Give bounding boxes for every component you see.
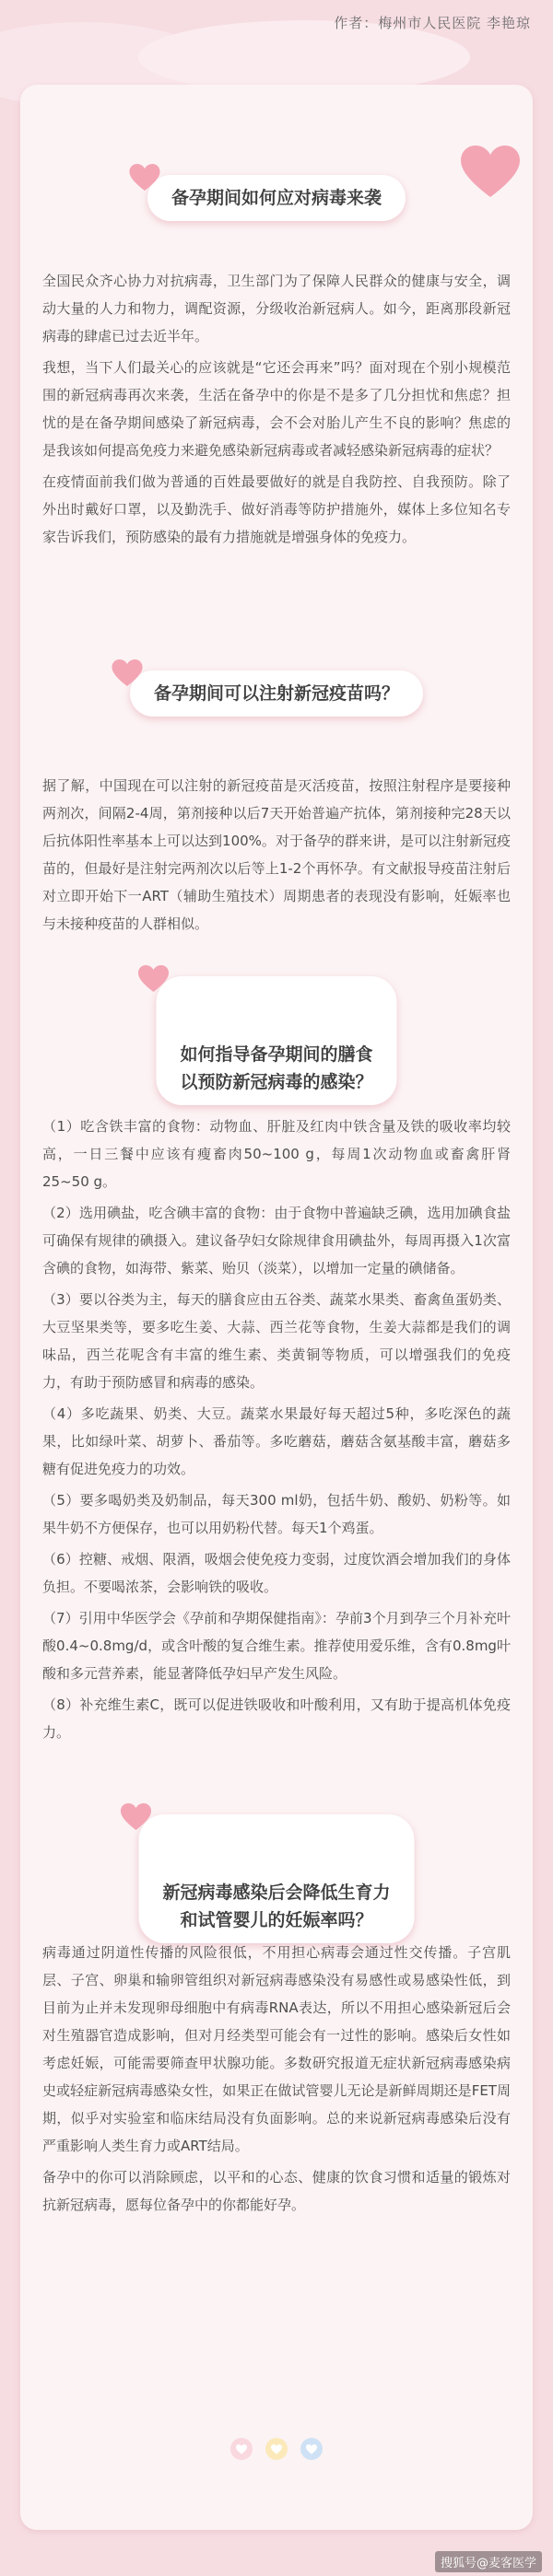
author-line: 作者：梅州市人民医院 李艳琼 bbox=[334, 15, 531, 31]
heart-icon bbox=[129, 164, 160, 192]
bottom-decoration bbox=[230, 2438, 323, 2460]
section-title-1 bbox=[147, 175, 406, 221]
paragraph: 备孕中的你可以消除顾虑，以平和的心态、健康的饮食习惯和适量的锻炼对抗新冠病毒，愿每位备孕中的你都能好孕。 bbox=[42, 2169, 511, 2213]
section-3-body bbox=[42, 1113, 511, 1750]
paragraph: （4）多吃蔬果、奶类、大豆。蔬菜水果最好每天超过5种，多吃深色的蔬果，比如绿叶菜、胡萝卜、番茄等。多吃蘑菇，蘑菇含氨基酸丰富，蘑菇多糖有促进免疫力的功效。 bbox=[42, 1405, 511, 1477]
paragraph: （2）选用碘盐，吃含碘丰富的食物：由于食物中普遍缺乏碘，选用加碘食盐可确保有规律的碘摄入。建议备孕妇女除规律食用碘盐外，每周再摄入1次富含碘的食物，如海带、紫菜、贻贝（淡菜），以增加一定量的碘储备。 bbox=[42, 1205, 511, 1276]
paragraph: （3）要以谷类为主，每天的膳食应由五谷类、蔬菜水果类、畜禽鱼蛋奶类、大豆坚果类等，要多吃生姜、大蒜、西兰花等食物，生姜大蒜都是我们的调味品，西兰花呢含有丰富的维生素、类黄铜等物质，可以增强我们的免疫力，有助于预防感冒和病毒的感染。 bbox=[42, 1291, 511, 1391]
heart-icon bbox=[112, 659, 143, 687]
section-2-body bbox=[42, 772, 511, 941]
section-title-text: 如何指导备孕期间的膳食 以预防新冠病毒的感染？ bbox=[180, 1044, 373, 1092]
section-title-4 bbox=[138, 1814, 414, 1943]
paragraph: （1）吃含铁丰富的食物：动物血、肝脏及红肉中铁含量及铁的吸收率均较高，一日三餐中应该有瘦畜肉50~100 g，每周1次动物血或畜禽肝肾25~50 g。 bbox=[42, 1118, 511, 1190]
watermark: 搜狐号@麦客医学 bbox=[435, 2551, 542, 2572]
section-title-3 bbox=[156, 976, 396, 1105]
section-1-body bbox=[42, 267, 511, 554]
section-4-body bbox=[42, 1939, 511, 2222]
paragraph: （6）控糖、戒烟、限酒，吸烟会使免疫力变弱，过度饮酒会增加我们的身体负担。不要喝浓茶，会影响铁的吸收。 bbox=[42, 1551, 511, 1595]
paragraph: （7）引用中华医学会《孕前和孕期保健指南》：孕前3个月到孕三个月补充叶酸0.4~0.8mg/d，或含叶酸的复合维生素。推荐使用爱乐维，含有0.8mg叶酸和多元营养素，能显著降低孕妇早产发生风险。 bbox=[42, 1610, 511, 1682]
heart-icon bbox=[230, 2438, 253, 2460]
heart-icon bbox=[300, 2438, 323, 2460]
section-title-text: 新冠病毒感染后会降低生育力 和试管婴儿的妊娠率吗？ bbox=[162, 1882, 391, 1930]
heart-icon bbox=[137, 965, 169, 993]
paragraph: 我想，当下人们最关心的应该就是“它还会再来”吗？面对现在个别小规模范围的新冠病毒再次来袭，生活在备孕中的你是不是多了几分担忧和焦虑？担忧的是在备孕期间感染了新冠病毒，会不会对胎儿产生不良的影响？焦虑的是我该如何提高免疫力来避免感染新冠病毒或者减轻感染新冠病毒的症状？ bbox=[42, 359, 511, 459]
paragraph: 病毒通过阴道性传播的风险很低，不用担心病毒会通过性交传播。子宫肌层、子宫、卵巢和输卵管组织对新冠病毒感染没有易感性或易感染性低，到目前为止并未发现卵母细胞中有病毒RNA表达，所以不用担心感染新冠后会对生殖器官造成影响，但对月经类型可能会有一过性的影响。感染后女性如考虑妊娠，可能需要筛查甲状腺功能。多数研究报道无症状新冠病毒感染病史或轻症新冠病毒感染女性，如果正在做试管婴儿无论是新鲜周期还是FET周期，似乎对实验室和临床结局没有负面影响。总的来说新冠病毒感染后没有严重影响人类生育力或ART结局。 bbox=[42, 1944, 511, 2154]
heart-icon bbox=[265, 2438, 288, 2460]
section-title-text: 备孕期间如何应对病毒来袭 bbox=[171, 188, 382, 208]
paragraph: （5）要多喝奶类及奶制品，每天300 ml奶，包括牛奶、酸奶、奶粉等。如果牛奶不方便保存，也可以用奶粉代替。每天1个鸡蛋。 bbox=[42, 1492, 511, 1536]
paragraph: 据了解，中国现在可以注射的新冠疫苗是灭活疫苗，按照注射程序是要接种两剂次，间隔2-4周，第剂接种以后7天开始普遍产抗体，第剂接种完28天以后抗体阳性率基本上可以达到100%。对于备孕的群来讲，是可以注射新冠疫苗的，但最好是注射完两剂次以后等上1-2个再怀孕。有文献报导疫苗注射后对立即开始下一ART（辅助生殖技术）周期患者的表现没有影响，妊娠率也与未接种疫苗的人群相似。 bbox=[42, 777, 511, 932]
heart-icon bbox=[461, 146, 520, 199]
heart-icon bbox=[120, 1803, 151, 1831]
paragraph: 全国民众齐心协力对抗病毒，卫生部门为了保障人民群众的健康与安全，调动大量的人力和物力，调配资源，分级收治新冠病人。如今，距离那段新冠病毒的肆虐已过去近半年。 bbox=[42, 273, 511, 344]
paragraph: 在疫情面前我们做为普通的百姓最要做好的就是自我防控、自我预防。除了外出时戴好口罩，以及勤洗手、做好消毒等防护措施外，媒体上多位知名专家告诉我们，预防感染的最有力措施就是增强身体的免疫力。 bbox=[42, 473, 511, 545]
paragraph: （8）补充维生素C，既可以促进铁吸收和叶酸利用，又有助于提高机体免疫力。 bbox=[42, 1696, 511, 1741]
section-title-2 bbox=[130, 670, 423, 717]
section-title-text: 备孕期间可以注射新冠疫苗吗？ bbox=[153, 683, 400, 704]
